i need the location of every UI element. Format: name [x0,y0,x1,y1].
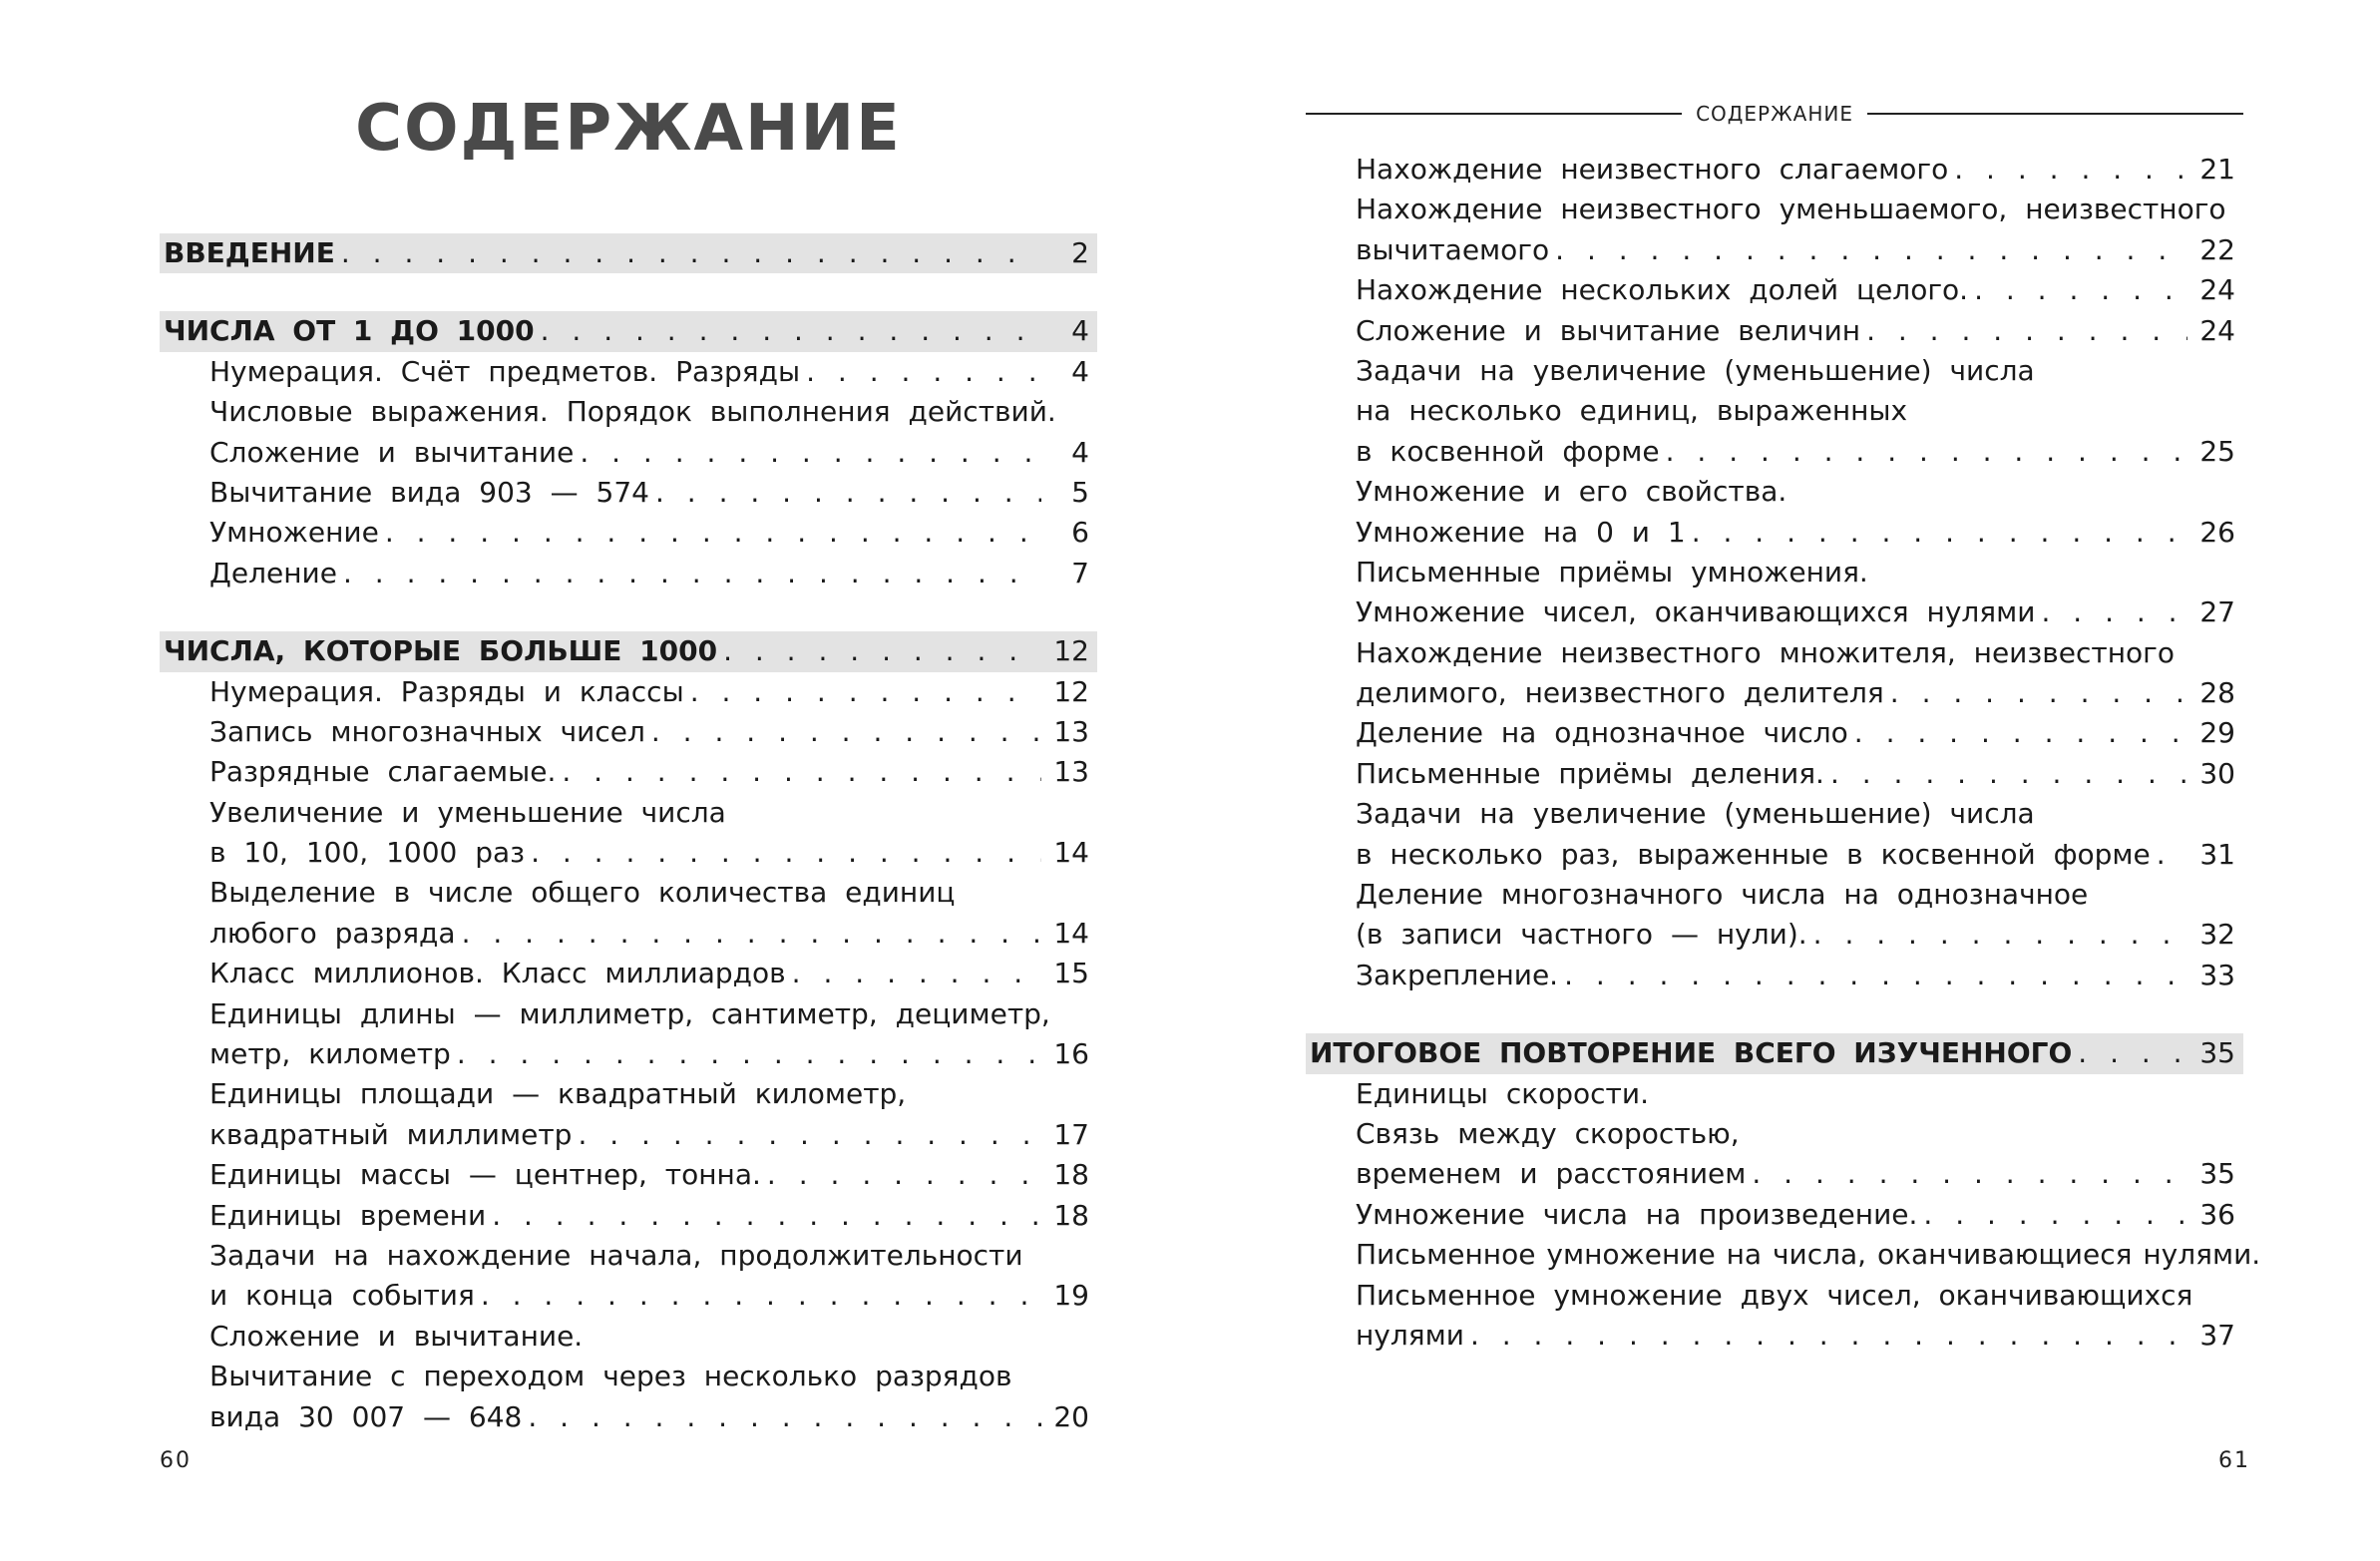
toc-entry [160,352,1097,392]
dot-leader [690,672,1041,712]
toc-entry [160,712,1097,752]
toc-entry-title: Сложение и вычитание величин [1356,313,1861,347]
dot-leader [806,352,1041,392]
toc-page-number: 33 [2199,958,2235,991]
dot-leader [1974,270,2187,310]
toc-page-number: 16 [1053,1037,1089,1071]
toc-entry [1306,835,2243,875]
toc-entry-title: Нахождение неизвестного слагаемого [1356,153,1949,186]
toc-page-number: 14 [1053,836,1089,870]
toc-entry-title: Деление [209,556,337,589]
toc-section [160,233,1097,273]
toc-entry [160,833,1097,873]
toc-entry [1306,1154,2243,1194]
toc-entry [160,554,1097,593]
dot-leader [655,473,1041,513]
dot-leader [2041,592,2187,632]
toc-entry-title: Умножение [209,516,379,550]
toc-entry [1306,1074,2243,1114]
dot-leader [1564,956,2187,995]
toc-page-number: 19 [1053,1279,1089,1313]
dot-leader [578,1115,1041,1155]
toc-entry [1306,432,2243,472]
toc-entry [160,914,1097,954]
toc-entry [160,1034,1097,1074]
dot-leader [792,954,1041,993]
toc-page-number: 12 [1053,674,1089,708]
toc-page-number: 22 [2199,232,2235,266]
toc-page-number: 25 [2199,434,2235,468]
toc-entry-title: в 10, 100, 1000 раз [209,836,526,870]
toc-page-number: 18 [1053,1158,1089,1192]
running-head-rule-left [1306,113,1682,115]
toc-entry [160,672,1097,712]
dot-leader [1666,432,2187,472]
toc-entry [1306,150,2243,190]
toc-entry-title: Задачи на увеличение (уменьшение) числа [1356,353,2035,387]
toc-entry-title: Числовые выражения. Порядок выполнения действий. [209,395,1056,429]
dot-leader [341,233,1041,273]
toc-entry-title: Вычитание с переходом через несколько разрядов [209,1360,1012,1393]
toc-page-number: 37 [2199,1318,2235,1352]
toc-page-number: 31 [2199,837,2235,871]
right-page [1190,0,2380,1561]
toc-entry [1306,592,2243,632]
dot-leader [385,513,1041,553]
dot-leader [462,914,1041,954]
toc-entry-title: Нахождение неизвестного уменьшаемого, неизвестного [1356,193,2226,226]
toc-entry-title: Сложение и вычитание [209,435,575,469]
toc-page-number: 24 [2199,273,2235,307]
toc-entry [1306,270,2243,310]
toc-entry-title: Задачи на увеличение (уменьшение) числа [1356,797,2035,831]
toc-entry-title: метр, километр [209,1037,451,1071]
toc-entry [160,994,1097,1034]
toc-section [1306,1033,2243,1073]
toc-page-number: 5 [1071,475,1089,509]
toc-page-number: 6 [1071,516,1089,550]
dot-leader [481,1276,1041,1316]
toc-entry-title: Сложение и вычитание. [209,1319,584,1353]
toc-page-number: 30 [2199,756,2235,790]
toc-entry-title: Связь между скоростью, [1356,1116,1740,1150]
toc-entry-title: Запись многозначных чисел [209,714,645,748]
toc-entry [1306,190,2243,229]
toc-entry [160,392,1097,432]
toc-entry-title: Единицы площади — квадратный километр, [209,1077,907,1111]
running-head [1306,100,2243,128]
dot-leader [343,554,1041,593]
toc-entry-title: Умножение числа на произведение. [1356,1197,1918,1231]
toc-entry-title: Вычитание вида 903 — 574 [209,475,649,509]
toc-page-number: 15 [1053,957,1089,990]
toc-page-number: 12 [1053,634,1089,668]
toc-entry-title: Деление многозначного числа на однозначное [1356,878,2089,912]
toc-list-left [160,233,1097,1437]
toc-entry [160,752,1097,792]
toc-section [160,311,1097,351]
toc-entry [1306,230,2243,270]
toc-entry [1306,956,2243,995]
toc-entry [160,513,1097,553]
toc-entry-title: Умножение на 0 и 1 [1356,515,1686,549]
dot-leader [651,712,1041,752]
toc-entry [160,473,1097,513]
toc-entry [1306,351,2243,391]
toc-entry-title: вида 30 007 — 648 [209,1399,523,1433]
toc-entry [1306,391,2243,431]
toc-entry [160,1317,1097,1357]
toc-entry [1306,673,2243,713]
toc-entry-title: Класс миллионов. Класс миллиардов [209,957,786,990]
toc-page-number: 35 [2199,1157,2235,1191]
toc-page-number: 32 [2199,918,2235,952]
dot-leader [531,833,1041,873]
toc-list-right [1306,150,2261,1356]
toc-entry-title: и конца события [209,1279,475,1313]
toc-entry [160,1397,1097,1437]
toc-entry-title: нулями [1356,1318,1464,1352]
toc-page-number: 29 [2199,716,2235,750]
dot-leader [1830,754,2187,794]
dot-leader [562,752,1041,792]
toc-entry-title: вычитаемого [1356,232,1550,266]
toc-entry-title: любого разряда [209,916,456,950]
toc-entry-title: Деление на однозначное число [1356,716,1848,750]
toc-entry [1306,915,2243,955]
toc-entry-title: Умножение и его свойства. [1356,475,1787,509]
toc-page-number: 4 [1071,435,1089,469]
toc-entry [1306,1316,2243,1356]
dot-leader [457,1034,1041,1074]
toc-entry-title: Умножение чисел, оканчивающихся нулями [1356,595,2036,629]
toc-entry [1306,713,2243,753]
toc-page-number: 4 [1071,314,1089,348]
toc-entry [160,793,1097,833]
toc-section [160,631,1097,671]
toc-entry-title: ВВЕДЕНИЕ [164,236,335,269]
toc-page-number: 26 [2199,515,2235,549]
toc-entry [160,1236,1097,1276]
dot-leader [541,311,1041,351]
toc-entry-title: Нахождение нескольких долей целого. [1356,273,1969,307]
toc-page-number: 13 [1053,755,1089,789]
toc-entry-title: ЧИСЛА ОТ 1 ДО 1000 [164,314,535,348]
toc-entry-title: ЧИСЛА, КОТОРЫЕ БОЛЬШЕ 1000 [164,634,718,668]
toc-entry [1306,754,2243,794]
toc-page-number: 21 [2199,153,2235,186]
toc-entry [160,1357,1097,1396]
toc-entry [1306,553,2243,592]
toc-entry-title: Единицы скорости. [1356,1076,1649,1110]
dot-leader [1692,513,2187,553]
toc-page-number: 17 [1053,1117,1089,1151]
toc-page-number: 35 [2199,1036,2235,1070]
toc-page-number: 7 [1071,556,1089,589]
toc-page-number: 36 [2199,1197,2235,1231]
dot-leader [1813,915,2187,955]
toc-entry [1306,1195,2243,1235]
toc-entry-title: ИТОГОВОЕ ПОВТОРЕНИЕ ВСЕГО ИЗУЧЕННОГО [1310,1036,2073,1070]
contents-title: СОДЕРЖАНИЕ [355,92,902,166]
dot-leader [1954,150,2187,190]
dot-leader [580,433,1041,473]
toc-entry [1306,794,2243,834]
running-head-rule-right [1867,113,2243,115]
dot-leader [1555,230,2187,270]
toc-page-number: 24 [2199,313,2235,347]
toc-page-number: 14 [1053,916,1089,950]
page-number-left: 60 [160,1448,192,1473]
toc-entry-title: Задачи на нахождение начала, продолжительности [209,1238,1023,1272]
dot-leader [1470,1316,2187,1356]
toc-entry-title: (в записи частного — нули). [1356,918,1807,952]
toc-entry-title: Письменные приёмы деления. [1356,756,1824,790]
toc-entry-title: Письменное умножение двух чисел, оканчивающихся [1356,1278,2193,1312]
toc-entry-title: Нумерация. Счёт предметов. Разряды [209,354,801,388]
toc-entry-title: квадратный миллиметр [209,1117,573,1151]
toc-entry-title: Закрепление. [1356,958,1559,991]
dot-leader [723,631,1041,671]
toc-entry [1306,633,2243,673]
toc-entry [1306,1114,2243,1154]
page-number-right: 61 [2218,1448,2250,1473]
toc-page-number: 18 [1053,1198,1089,1232]
toc-entry-title: на несколько единиц, выраженных [1356,394,1908,428]
dot-leader [1866,311,2187,351]
toc-entry [160,1115,1097,1155]
toc-entry [160,1155,1097,1195]
running-head-title: СОДЕРЖАНИЕ [1696,102,1853,126]
toc-entry-title: Нахождение неизвестного множителя, неизвестного [1356,635,2175,669]
toc-entry [1306,311,2243,351]
toc-entry-title: Увеличение и уменьшение числа [209,795,726,829]
dot-leader [1752,1154,2187,1194]
toc-entry [1306,513,2243,553]
toc-entry-title: Единицы массы — центнер, тонна. [209,1158,761,1192]
toc-entry-title: Письменное умножение на числа, оканчивающиеся нулями. [1356,1238,2261,1272]
toc-entry [160,873,1097,913]
toc-entry [160,1196,1097,1236]
toc-page-number: 20 [1053,1399,1089,1433]
toc-entry-title: Нумерация. Разряды и классы [209,674,684,708]
toc-entry-title: в несколько раз, выраженные в косвенной форме [1356,837,2151,871]
toc-entry [1306,1276,2243,1316]
toc-entry-title: в косвенной форме [1356,434,1660,468]
toc-entry-title: делимого, неизвестного делителя [1356,676,1884,710]
toc-page-number: 27 [2199,595,2235,629]
toc-entry [1306,1235,2261,1275]
toc-entry-title: Единицы длины — миллиметр, сантиметр, дециметр, [209,996,1050,1030]
dot-leader [1890,673,2187,713]
toc-page-number: 28 [2199,676,2235,710]
dot-leader [1854,713,2187,753]
toc-page-number: 2 [1071,236,1089,269]
dot-leader [2157,835,2187,875]
toc-entry [160,1074,1097,1114]
dot-leader [767,1155,1041,1195]
toc-page-number: 13 [1053,714,1089,748]
toc-entry-title: Письменные приёмы умножения. [1356,555,1868,588]
toc-entry [1306,875,2243,915]
dot-leader [1923,1195,2187,1235]
toc-entry-title: временем и расстоянием [1356,1157,1747,1191]
toc-entry [160,433,1097,473]
dot-leader [528,1397,1041,1437]
toc-page-number: 4 [1071,354,1089,388]
toc-entry [160,1276,1097,1316]
toc-entry-title: Единицы времени [209,1198,487,1232]
toc-entry [1306,472,2243,512]
toc-entry-title: Выделение в числе общего количества единиц [209,876,956,910]
toc-entry [160,954,1097,993]
dot-leader [492,1196,1041,1236]
toc-entry-title: Разрядные слагаемые. [209,755,557,789]
dot-leader [2078,1033,2187,1073]
